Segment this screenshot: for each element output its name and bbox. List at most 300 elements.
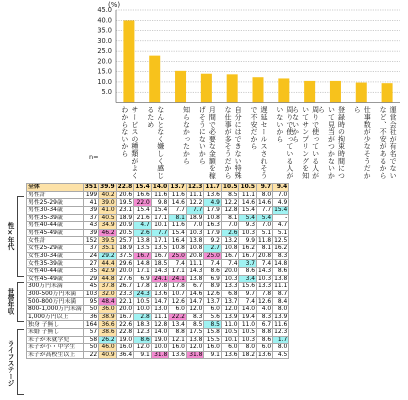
table-row (27, 313, 289, 321)
table-cell: 22.6 (116, 321, 134, 329)
table-cell: - (273, 214, 289, 222)
row-n: 50 (83, 306, 98, 314)
table-cell: 40.2 (99, 191, 117, 199)
table-cell: 5.1 (273, 229, 289, 237)
row-n: 50 (83, 344, 98, 352)
table-cell: 9.8 (151, 199, 169, 207)
row-n: 24 (83, 252, 98, 260)
table-cell: 10.8 (186, 245, 204, 253)
table-cell: 18.3 (134, 321, 152, 329)
table-cell: 7.7 (257, 206, 273, 214)
table-row (27, 237, 289, 245)
table-cell: 31.8 (186, 351, 204, 359)
table-row (27, 267, 289, 275)
row-n: 22 (83, 351, 98, 359)
table-cell: 7.0 (273, 191, 289, 199)
table-cell: 7.7 (186, 206, 204, 214)
table-cell: 20.5 (116, 229, 134, 237)
table-cell: 8.1 (257, 245, 273, 253)
table-cell: 17.8 (169, 283, 187, 291)
table-cell: 8.1 (221, 214, 239, 222)
row-label: 女性45-49歳 (27, 275, 84, 283)
table-cell: 7.4 (169, 260, 187, 268)
table-cell: 6.0 (221, 344, 239, 352)
table-cell: 5.4 (257, 214, 273, 222)
bar (227, 74, 238, 102)
table-cell: 13.7 (170, 184, 185, 191)
bar (175, 71, 186, 103)
table-cell: 40.5 (99, 214, 117, 222)
table-row (27, 290, 289, 298)
table-cell: 16.0 (204, 344, 222, 352)
table-cell: 14.6 (239, 199, 257, 207)
table-cell: 10.8 (204, 214, 222, 222)
table-row (27, 260, 289, 268)
table-cell: 32.0 (99, 290, 117, 298)
table-cell: 34.9 (99, 222, 117, 230)
table-cell: 18.5 (151, 260, 169, 268)
category-label: なんとなく嫌しく感じるため (146, 106, 165, 179)
table-cell: 8.5 (221, 191, 239, 199)
table-cell: 6.7 (257, 321, 273, 329)
table-cell: 24.3 (134, 290, 152, 298)
table-cell: 7.7 (151, 229, 169, 237)
table-cell: 19.5 (116, 199, 134, 207)
row-n: 152 (83, 237, 98, 245)
row-n: 95 (83, 298, 98, 306)
table-cell: 26.7 (116, 283, 134, 291)
table-cell: 18.9 (116, 214, 134, 222)
table-cell: 41.0 (99, 206, 117, 214)
table-cell: 13.8 (186, 275, 204, 283)
table-cell: 42.9 (99, 267, 117, 275)
table-cell: 37.8 (99, 283, 117, 291)
table-cell: 12.0 (186, 344, 204, 352)
row-n: 39 (83, 206, 98, 214)
row-label: 女性35-39歳 (27, 260, 84, 268)
table-cell: 27.6 (116, 275, 134, 283)
table-cell: 13.6 (258, 352, 272, 359)
table-cell: 2.8 (134, 313, 152, 321)
table-cell: 13.9 (274, 313, 288, 320)
table-cell: 15.4 (151, 206, 169, 214)
table-cell: 13.8 (134, 237, 152, 245)
row-label: 男性35-39歳 (27, 214, 84, 222)
bracket-gender-age (17, 196, 24, 277)
table-cell: 16.7 (239, 252, 257, 260)
table-cell: 13.7 (204, 298, 222, 306)
table-cell: 29.2 (99, 252, 117, 260)
table-cell: 13.6 (221, 351, 239, 359)
table-cell: 10.0 (151, 344, 169, 352)
row-label: 800-1,000万円未満 (28, 306, 82, 313)
table-cell: 39.5 (99, 237, 117, 245)
y-tick-label: 45.0 (97, 6, 112, 14)
row-n: 164 (83, 321, 98, 329)
table-cell: 15.6 (239, 283, 257, 291)
row-label: 500-800万円未満 (27, 298, 84, 306)
table-cell: 10.3 (239, 336, 257, 344)
table-cell: 11.1 (186, 260, 204, 268)
table-cell: 8.3 (186, 313, 204, 321)
table-cell: 4.9 (273, 199, 289, 207)
table-cell: 5.1 (257, 229, 273, 237)
table-cell: 12.5 (274, 237, 288, 244)
table-cell: 11.7 (205, 184, 220, 191)
table-cell: 15.4 (169, 229, 187, 237)
table-cell: 8.6 (204, 267, 222, 275)
table-row (27, 214, 289, 222)
table-cell: 10.3 (239, 229, 257, 237)
table-cell: 15.4 (239, 206, 257, 214)
table-cell: 38.9 (99, 313, 117, 321)
table-cell: 25.0 (204, 252, 222, 260)
table-cell: 7.4 (221, 260, 239, 268)
table-cell: 7.4 (204, 260, 222, 268)
table-cell: 7.8 (257, 290, 273, 298)
bar (201, 74, 212, 103)
category-label: 月間で必要な金額を稼げそうにないから (198, 106, 217, 179)
table-row (27, 222, 289, 230)
table-cell: 11.1 (151, 313, 169, 321)
table-cell: 8.6 (273, 267, 289, 275)
table-cell: 8.3 (273, 252, 289, 260)
table-cell: 22.0 (134, 199, 152, 207)
table-cell: 16.6 (134, 191, 152, 199)
side-label-gender-age: 性×年代 (6, 222, 14, 250)
table-cell: 8.3 (257, 313, 273, 321)
table-cell: 10.3 (221, 275, 239, 283)
table-cell: 8.4 (273, 298, 289, 306)
table-cell: 8.5 (186, 321, 204, 329)
category-label: 周りで使っている人がいてサンプリングを知らないから (291, 106, 320, 179)
table-cell: 14.0 (152, 184, 168, 191)
table-cell: 10.5 (239, 328, 257, 336)
table-cell: 8.0 (257, 191, 273, 199)
table-cell: 9.1 (134, 351, 152, 359)
table-cell: 7.0 (257, 222, 273, 230)
unit-label: (%) (108, 1, 121, 9)
row-n: 35 (83, 267, 98, 275)
table-cell: 16.2 (239, 245, 257, 253)
y-tick-label: 15.0 (97, 67, 112, 76)
table-cell: 13.3 (221, 283, 239, 291)
table-cell: 8.9 (204, 283, 222, 291)
y-tick-label: 20.0 (97, 57, 112, 66)
table-cell: 15.8 (204, 328, 222, 336)
n-label: n= (89, 153, 99, 161)
table-cell: 16.7 (151, 252, 169, 260)
table-cell: 2.6 (134, 229, 152, 237)
table-cell: 39.9 (100, 184, 115, 191)
table-cell: 26.2 (99, 336, 117, 344)
category-label: 周りで使っている人がいないから (275, 106, 294, 179)
table-cell: 9.4 (273, 184, 289, 192)
table-cell: 18.2 (239, 351, 257, 359)
table-cell: 6.8 (221, 290, 239, 298)
row-n: 45 (83, 283, 98, 291)
table-cell: 14.0 (239, 306, 257, 314)
table-cell: 15.4 (274, 207, 288, 214)
table-cell: 14.6 (169, 199, 187, 207)
table-cell: 17.9 (204, 206, 222, 214)
table-cell: 12.6 (169, 298, 187, 306)
table-cell: 13.4 (169, 321, 187, 329)
table-cell: 20.6 (116, 191, 134, 199)
table-cell: 7.7 (169, 206, 187, 214)
table-cell: 10.1 (221, 336, 239, 344)
category-label: 運営会社が有名でないなど、不安があるから (379, 106, 398, 179)
table-cell: 13.2 (221, 237, 239, 245)
table-cell: 17.1 (151, 214, 169, 222)
table-cell: 36.4 (116, 351, 134, 359)
table-row (27, 199, 289, 207)
row-label: 男性45-49歳 (27, 229, 84, 237)
table-cell: 10.8 (169, 245, 187, 253)
table-cell: 35.1 (99, 245, 117, 253)
table-cell: 7.0 (186, 222, 204, 230)
table-row (27, 351, 289, 359)
y-tick-label: 40.0 (97, 16, 112, 25)
table-cell: 46.2 (99, 229, 117, 237)
table-cell: 8.0 (273, 306, 289, 314)
table-cell: 44.4 (99, 260, 117, 268)
table-cell: 39.0 (99, 199, 117, 207)
side-label-income: 世帯年収 (6, 287, 14, 315)
bracket-lifestage (17, 329, 24, 395)
table-cell: 2.6 (221, 229, 239, 237)
table-row (27, 275, 289, 283)
table-cell: 1.7 (273, 336, 289, 344)
row-label: 男性30-34歳 (27, 206, 84, 214)
table-cell: 17.1 (134, 267, 152, 275)
table-cell: 8.8 (169, 328, 187, 336)
row-label: 未婚 子無し (27, 328, 84, 336)
bar (356, 83, 367, 103)
side-label-lifestage: ライフステージ (6, 339, 14, 387)
table-cell: 11.6 (151, 191, 169, 199)
table-cell: 37.5 (116, 252, 134, 260)
table-cell: 23.3 (116, 290, 134, 298)
table-cell: 16.7 (116, 313, 134, 321)
table-cell: 16.4 (169, 237, 187, 245)
table-cell: 11.1 (239, 191, 257, 199)
row-label: 男性25-29歳 (27, 199, 84, 207)
table-cell: 13.7 (221, 298, 239, 306)
table-cell: 20.8 (186, 252, 204, 260)
table-cell: 14.3 (258, 268, 272, 275)
table-row (27, 229, 289, 237)
table-cell: 8.6 (239, 267, 257, 275)
table-cell: 12.8 (151, 321, 169, 329)
table-cell: 4.5 (273, 351, 289, 359)
row-label: 女性30-34歳 (27, 252, 84, 260)
table-cell: 8.0 (273, 344, 289, 352)
table-cell: 17.5 (186, 328, 204, 336)
table-cell: 25.0 (169, 252, 187, 260)
row-n: 37 (83, 245, 98, 253)
table-cell: 17.9 (204, 229, 222, 237)
table-cell: 22.8 (117, 184, 133, 191)
table-cell: 15.4 (134, 206, 152, 214)
table-cell: 5.6 (204, 313, 222, 321)
data-table (26, 183, 289, 359)
table-cell: 16.0 (116, 344, 134, 352)
table-cell: 10.5 (240, 184, 256, 191)
row-n: 43 (83, 222, 98, 230)
table-cell: 20.9 (116, 222, 134, 230)
table-cell: 25.7 (116, 237, 134, 245)
table-row (27, 252, 289, 260)
table-cell: 11.8 (258, 237, 272, 244)
table-cell: 13.5 (151, 245, 169, 253)
table-row (27, 206, 289, 214)
table-cell: 4.7 (134, 222, 152, 230)
table-cell: 20.0 (116, 306, 134, 314)
table-cell: 20.0 (116, 267, 134, 275)
table-cell: 38.6 (99, 328, 117, 336)
table-cell: 12.0 (134, 344, 152, 352)
table-cell: 10.7 (169, 290, 187, 298)
table-cell: 6.0 (257, 344, 273, 352)
table-row (27, 245, 289, 253)
table-cell: 23.1 (116, 206, 134, 214)
table-cell: 17.1 (169, 267, 187, 275)
bar (253, 77, 264, 102)
table-cell: 14.7 (151, 298, 169, 306)
table-row (27, 336, 289, 344)
table-cell: 20.8 (258, 252, 272, 259)
table-cell: 18.9 (116, 245, 134, 253)
category-label: 登録時の拘束時間について見当がつかないから (317, 106, 346, 179)
table-cell: 12.6 (204, 290, 222, 298)
row-n: 41 (83, 199, 98, 207)
table-cell: 16.3 (204, 222, 222, 230)
table-cell: 12.3 (187, 184, 203, 191)
table-cell: 12.2 (186, 199, 204, 207)
table-cell: 16.2 (274, 245, 288, 252)
table-cell: 11.0 (221, 321, 239, 329)
row-n: 29 (83, 275, 98, 283)
table-cell: 14.3 (151, 267, 169, 275)
table-cell: 7.4 (239, 298, 257, 306)
table-cell: 11.6 (169, 191, 187, 199)
bar (330, 81, 341, 103)
table-cell: 16.7 (134, 252, 152, 260)
table-cell: 12.8 (221, 206, 239, 214)
table-cell: 12.3 (134, 328, 152, 336)
table-cell: 8.8 (257, 328, 273, 336)
table-cell: 11.1 (274, 283, 288, 290)
table-cell: 31.8 (151, 351, 169, 359)
category-label: サービスの種類がよくわからないから (120, 106, 139, 179)
table-cell: 14.0 (151, 328, 169, 336)
table-row (27, 306, 289, 314)
table-cell: 12.2 (221, 199, 239, 207)
table-cell: 15.4 (135, 184, 150, 191)
table-cell: 16.0 (169, 344, 187, 352)
table-cell: 48.4 (99, 298, 117, 306)
table-cell: 17.8 (134, 283, 152, 291)
table-cell: 14.3 (186, 267, 204, 275)
bar (304, 81, 315, 103)
table-cell: 14.6 (186, 290, 204, 298)
category-label: 知らなかったから (182, 106, 191, 165)
category-label: 自分にはできない特殊な仕事が多そうだから (224, 106, 243, 179)
bar (123, 20, 134, 102)
table-cell: 14.6 (258, 199, 272, 206)
table-cell: 10.5 (221, 328, 239, 336)
table-cell: 8.0 (239, 344, 257, 352)
row-n: 103 (83, 290, 98, 298)
table-cell: 46.0 (99, 344, 117, 352)
table-cell: 36.6 (99, 321, 117, 329)
table-cell: 6.0 (204, 306, 222, 314)
table-cell: 9.2 (204, 237, 222, 245)
y-tick-label: 35.0 (97, 26, 112, 35)
table-cell: 13.6 (169, 351, 187, 359)
table-cell: 12.1 (169, 336, 187, 344)
table-cell: 10.5 (134, 298, 152, 306)
table-cell: 13.6 (204, 191, 222, 199)
table-cell: 14.7 (186, 298, 204, 306)
table-cell: 22.8 (116, 328, 134, 336)
y-tick-label: 25.0 (97, 47, 112, 56)
table-cell: 6.9 (134, 275, 152, 283)
table-cell: 22.1 (116, 298, 134, 306)
table-row (27, 321, 289, 329)
row-n: 39 (83, 229, 98, 237)
table-cell: 24.1 (151, 275, 169, 283)
table-cell: 6.7 (186, 283, 204, 291)
row-n: 351 (84, 184, 98, 191)
row-label: 未子が小・中学生 (27, 344, 84, 352)
table-cell: 8.1 (169, 214, 187, 222)
table-cell: 29.6 (116, 260, 134, 268)
table-cell: 13.9 (221, 313, 239, 321)
table-cell: 40.9 (99, 351, 117, 359)
table-cell: 6.0 (169, 306, 187, 314)
table-cell: 19.0 (151, 336, 169, 344)
row-label: 未子が高校生以上 (27, 351, 84, 359)
table-cell: 4.9 (204, 199, 222, 207)
table-cell: 8.7 (273, 290, 289, 298)
table-cell: 10.1 (151, 222, 169, 230)
y-gridlines (97, 6, 400, 96)
table-cell: 17.8 (151, 283, 169, 291)
table-cell: 8.6 (134, 336, 152, 344)
table-row (27, 191, 289, 199)
table-cell: 22.2 (169, 313, 187, 321)
table-cell: 2.7 (204, 245, 222, 253)
y-tick-label: 10.0 (97, 77, 112, 86)
table-cell: 10.3 (186, 229, 204, 237)
table-cell: 18.9 (186, 214, 204, 222)
table-cell: 24.1 (169, 275, 187, 283)
table-cell: 13.0 (151, 306, 169, 314)
bracket-income (17, 282, 24, 322)
table-cell: 6.9 (204, 275, 222, 283)
table-cell: 12.6 (258, 298, 272, 305)
table-row (27, 184, 289, 192)
row-n: 27 (83, 260, 98, 268)
row-n: 58 (83, 336, 98, 344)
row-label: 女性25-29歳 (27, 245, 84, 253)
row-label: 全体 (27, 184, 84, 192)
table-cell: 9.9 (239, 237, 257, 245)
row-label: 未子が未就学児 (27, 336, 84, 344)
table-cell: 7.0 (221, 222, 239, 230)
